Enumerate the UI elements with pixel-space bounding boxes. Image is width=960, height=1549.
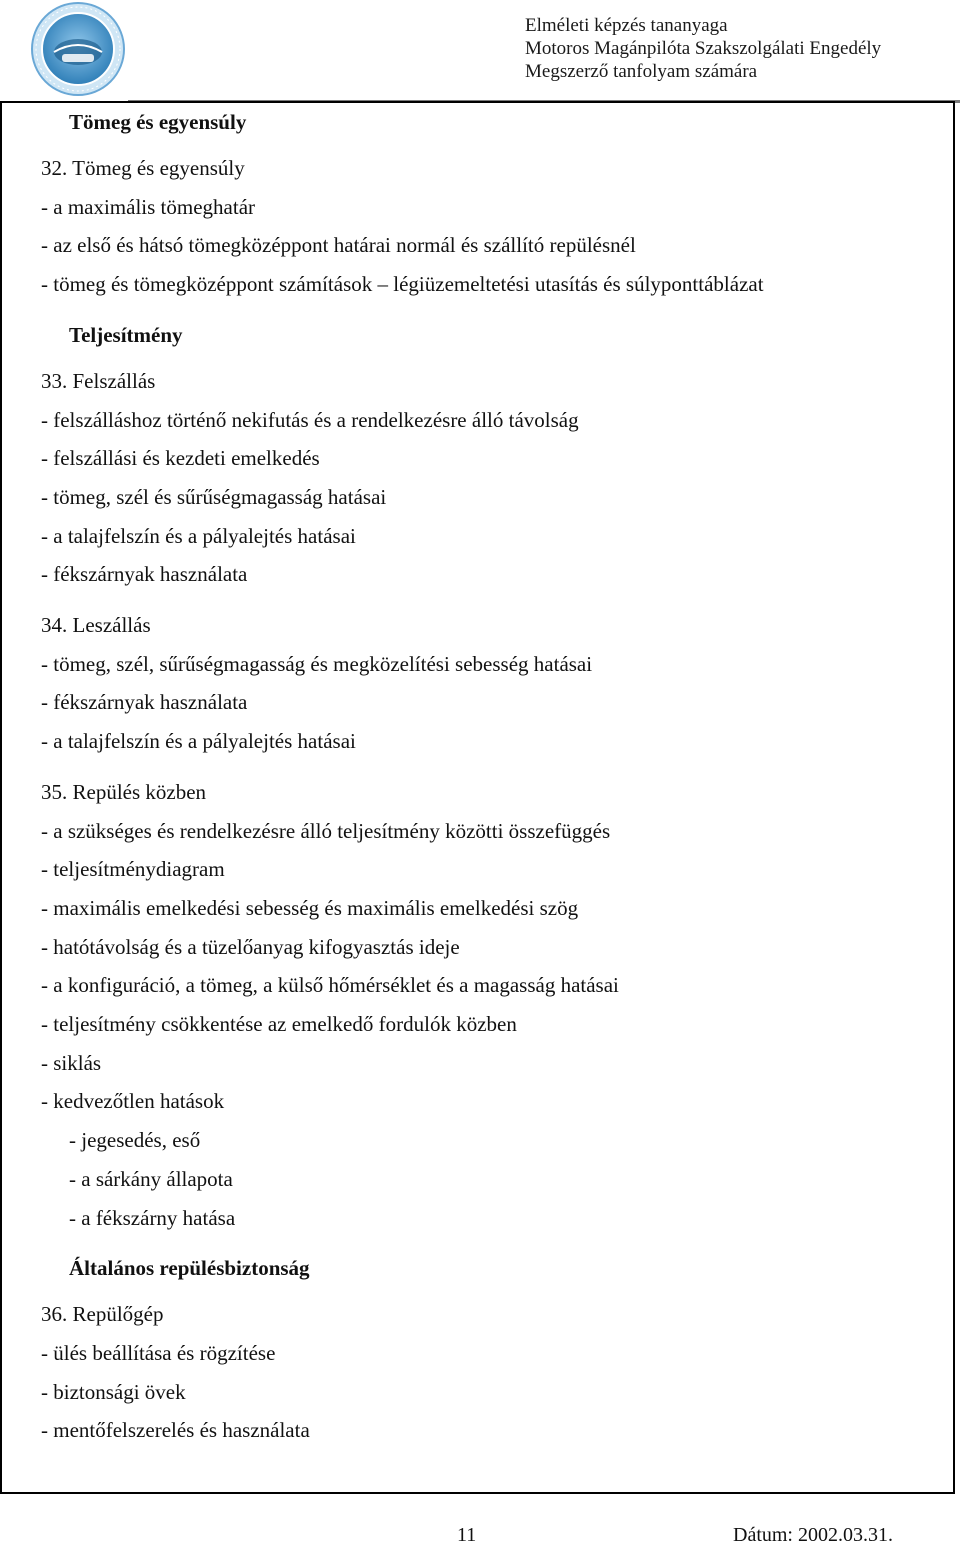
syllabus-item	[41, 1295, 941, 1450]
list-item: - teljesítmény csökkentése az emelkedő fordulók közben	[41, 1012, 517, 1037]
list-item: - az első és hátsó tömegközéppont határai normál és szállító repülésnél	[41, 233, 636, 258]
item-title: 32. Tömeg és egyensúly	[41, 156, 245, 180]
document-header	[525, 14, 925, 83]
document-date: Dátum: 2002.03.31.	[733, 1524, 893, 1546]
list-item: - fékszárnyak használata	[41, 562, 248, 587]
list-item: - maximális emelkedési sebesség és maximális emelkedési szög	[41, 895, 579, 920]
sub-list-item: - a sárkány állapota	[69, 1166, 233, 1191]
list-item: - felszálláshoz történő nekifutás és a rendelkezésre álló távolság	[41, 407, 579, 432]
sub-list-item: - jegesedés, eső	[69, 1128, 201, 1153]
list-item: - felszállási és kezdeti emelkedés	[41, 446, 320, 471]
section-title: Tömeg és egyensúly	[69, 110, 247, 134]
header-line-2: Motoros Magánpilóta Szakszolgálati Engedély	[525, 38, 882, 59]
item-title: 34. Leszállás	[41, 613, 151, 638]
list-item: - a talajfelszín és a pályalejtés hatásai	[41, 729, 356, 754]
list-item: - tömeg, szél és sűrűségmagasság hatásai	[41, 484, 387, 509]
list-item: - mentőfelszerelés és használata	[41, 1418, 310, 1443]
list-item: - tömeg és tömegközéppont számítások – légiüzemeltetési utasítás és súlyponttáblázat	[41, 272, 764, 297]
sub-list-item: - a fékszárny hatása	[69, 1205, 236, 1230]
section-title: Általános repülésbiztonság	[69, 1256, 310, 1281]
syllabus-item	[41, 362, 941, 594]
list-item: - hatótávolság és a tüzelőanyag kifogyasztás ideje	[41, 934, 460, 959]
list-item: - a konfiguráció, a tömeg, a külső hőmérséklet és a magasság hatásai	[41, 973, 619, 998]
section-title: Teljesítmény	[69, 322, 183, 347]
header-line-3: Megszerző tanfolyam számára	[525, 61, 758, 82]
list-item: - a szükséges és rendelkezésre álló teljesítmény közötti összefüggés	[41, 818, 611, 843]
item-title: 35. Repülés közben	[41, 779, 207, 804]
syllabus-item	[41, 606, 941, 761]
list-item: - ülés beállítása és rögzítése	[41, 1340, 276, 1365]
syllabus-item	[41, 773, 941, 1237]
list-item: - teljesítménydiagram	[41, 857, 225, 882]
header-line-1: Elméleti képzés tananyaga	[525, 15, 728, 36]
page-number: 11	[457, 1524, 477, 1546]
item-title: 33. Felszállás	[41, 368, 156, 393]
syllabus-content	[41, 103, 941, 1462]
list-item: - fékszárnyak használata	[41, 690, 248, 715]
list-item: - biztonsági övek	[41, 1379, 186, 1404]
list-item: - siklás	[41, 1050, 102, 1075]
item-title: 36. Repülőgép	[41, 1302, 164, 1327]
list-item: - tömeg, szél, sűrűségmagasság és megközelítési sebesség hatásai	[41, 651, 593, 676]
list-item: - a talajfelszín és a pályalejtés hatásai	[41, 523, 356, 548]
list-item: - a maximális tömeghatár	[41, 194, 256, 219]
list-item: - kedvezőtlen hatások	[41, 1089, 225, 1114]
syllabus-item	[41, 149, 941, 304]
school-emblem-icon	[28, 2, 128, 100]
